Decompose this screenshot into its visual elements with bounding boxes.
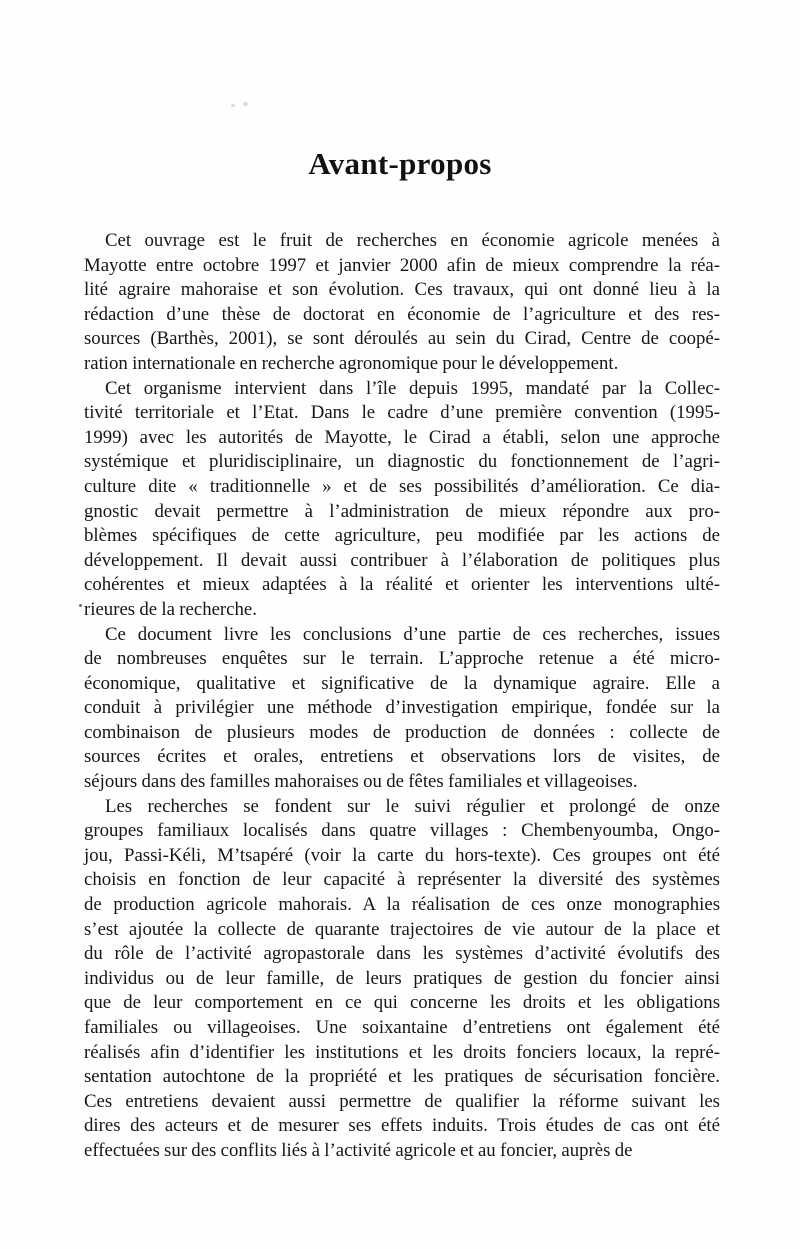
text-line: familiales ou villageoises. Une soixantaine d’entretiens ont également été — [84, 1017, 720, 1038]
text-line: que de leur comportement en ce qui concerne les droits et les obligations — [84, 992, 720, 1014]
text-line: dires des acteurs et de mesurer ses effets induits. Trois études de cas ont été — [84, 1115, 720, 1137]
scan-speckle — [231, 102, 249, 110]
page-title: Avant-propos — [308, 146, 492, 181]
text-line: conduit à privilégier une méthode d’investigation empirique, fondée sur la — [84, 697, 720, 719]
text-line: jou, Passi-Kéli, M’tsapéré (voir la carte du hors-texte). Ces groupes ont été — [84, 844, 720, 866]
paragraph — [84, 377, 720, 623]
text-line: du rôle de l’activité agropastorale dans les systèmes d’activité évolutifs des — [84, 943, 720, 965]
text-line: séjours dans des familles mahoraises ou de fêtes familiales et villageoises. — [84, 771, 638, 793]
text-line: cohérentes et mieux adaptées à la réalité et orienter les interventions ulté- — [84, 574, 720, 596]
text-line: développement. Il devait aussi contribuer à l’élaboration de politiques plus — [84, 549, 720, 571]
text-line: choisis en fonction de leur capacité à représenter la diversité des systèmes — [84, 869, 720, 891]
text-line: blèmes spécifiques de cette agriculture, peu modifiée par les actions de — [84, 525, 720, 547]
text-line: s’est ajoutée la collecte de quarante trajectoires de vie autour de la place et — [84, 918, 720, 940]
text-line: sources (Barthès, 2001), se sont déroulés au sein du Cirad, Centre de coopé- — [84, 328, 720, 350]
paragraph — [84, 795, 720, 1164]
text-line: Ce document livre les conclusions d’une partie de ces recherches, issues — [105, 623, 720, 645]
text-line: rieures de la recherche. — [84, 598, 257, 620]
paragraph — [84, 229, 720, 377]
text-line: rédaction d’une thèse de doctorat en économie de l’agriculture et des res- — [84, 303, 720, 325]
text-line: économique, qualitative et significative de la dynamique agraire. Elle a — [84, 672, 720, 694]
text-line: culture dite « traditionnelle » et de ses possibilités d’amélioration. Ce dia- — [84, 475, 720, 497]
text-line: gnostic devait permettre à l’administration de mieux répondre aux pro- — [84, 500, 720, 522]
text-line: ration internationale en recherche agronomique pour le développement. — [84, 352, 619, 374]
text-line: tivité territoriale et l’Etat. Dans le cadre d’une première convention (1995- — [84, 402, 720, 424]
scan-speckle — [79, 604, 82, 607]
text-line: Les recherches se fondent sur le suivi régulier et prolongé de onze — [105, 795, 720, 817]
text-line: Ces entretiens devaient aussi permettre de qualifier la réforme suivant les — [84, 1090, 720, 1112]
text-line: combinaison de plusieurs modes de production de données : collecte de — [84, 721, 720, 743]
text-line: sentation autochtone de la propriété et les pratiques de sécurisation foncière. — [84, 1066, 720, 1088]
text-line: systémique et pluridisciplinaire, un diagnostic du fonctionnement de l’agri- — [84, 451, 720, 473]
paragraph — [84, 623, 720, 795]
text-line: effectuées sur des conflits liés à l’activité agricole et au foncier, auprès de — [84, 1139, 633, 1161]
text-line: de nombreuses enquêtes sur le terrain. L’approche retenue a été micro- — [84, 648, 720, 670]
text-line: lité agraire mahoraise et son évolution. Ces travaux, qui ont donné lieu à la — [84, 279, 720, 301]
text-line: 1999) avec les autorités de Mayotte, le Cirad a établi, selon une approche — [84, 426, 720, 448]
page-body — [84, 229, 720, 1164]
text-line: groupes familiaux localisés dans quatre villages : Chembenyoumba, Ongo- — [84, 820, 720, 842]
text-line: de production agricole mahorais. A la réalisation de ces onze monographies — [84, 894, 720, 916]
text-line: sources écrites et orales, entretiens et observations lors de visites, de — [84, 746, 720, 768]
text-line: Cet organisme intervient dans l’île depuis 1995, mandaté par la Collec- — [105, 377, 720, 399]
text-line: Cet ouvrage est le fruit de recherches en économie agricole menées à — [105, 230, 720, 251]
text-line: Mayotte entre octobre 1997 et janvier 2000 afin de mieux comprendre la réa- — [84, 254, 720, 276]
text-line: réalisés afin d’identifier les institutions et les droits fonciers locaux, la repré- — [84, 1041, 720, 1063]
text-line: individus ou de leur famille, de leurs pratiques de gestion du foncier ainsi — [84, 967, 720, 989]
